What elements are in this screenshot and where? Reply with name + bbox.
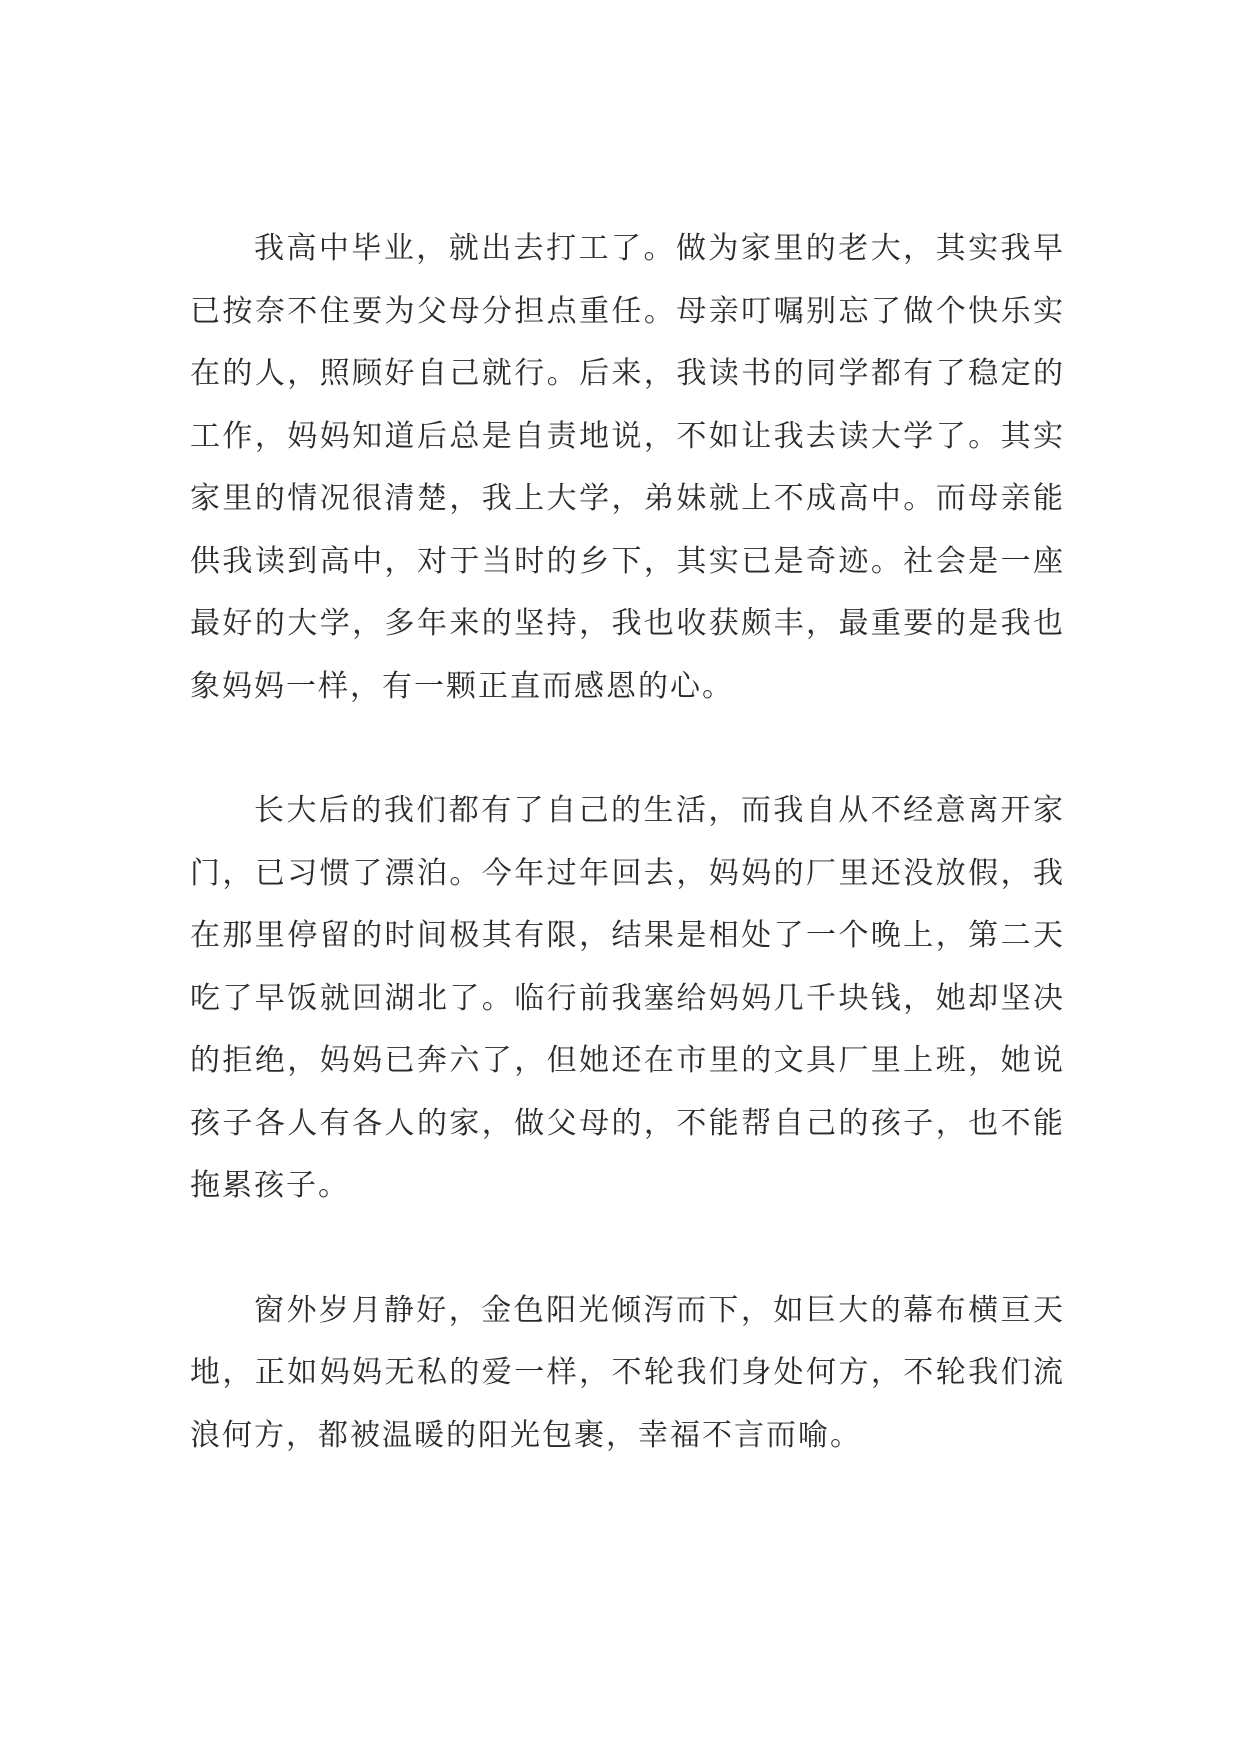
paragraph-3: 窗外岁月静好，金色阳光倾泻而下，如巨大的幕布横亘天地，正如妈妈无私的爱一样，不轮我们身处何方，不轮我们流浪何方，都被温暖的阳光包裹，幸福不言而喻。 [190,1292,1065,1453]
paragraph-2: 长大后的我们都有了自己的生活，而我自从不经意离开家门，已习惯了漂泊。今年过年回去，妈妈的厂里还没放假，我在那里停留的时间极其有限，结果是相处了一个晚上，第二天吃了早饭就回湖北了。临行前我塞给妈妈几千块钱，她却坚决的拒绝，妈妈已奔六了，但她还在市里的文具厂里上班，她说孩子各人有各人的家，做父母的，不能帮自己的孩子，也不能拖累孩子。 [190,793,1065,1203]
document-body [190,218,1065,1467]
paragraph-gap [190,1218,1065,1280]
paragraph-1: 我高中毕业，就出去打工了。做为家里的老大，其实我早已按奈不住要为父母分担点重任。母亲叮嘱别忘了做个快乐实在的人，照顾好自己就行。后来，我读书的同学都有了稳定的工作，妈妈知道后总是自责地说，不如让我去读大学了。其实家里的情况很清楚，我上大学，弟妹就上不成高中。而母亲能供我读到高中，对于当时的乡下，其实已是奇迹。社会是一座最好的大学，多年来的坚持，我也收获颇丰，最重要的是我也象妈妈一样，有一颗正直而感恩的心。 [190,231,1065,704]
paragraph-gap [190,718,1065,780]
